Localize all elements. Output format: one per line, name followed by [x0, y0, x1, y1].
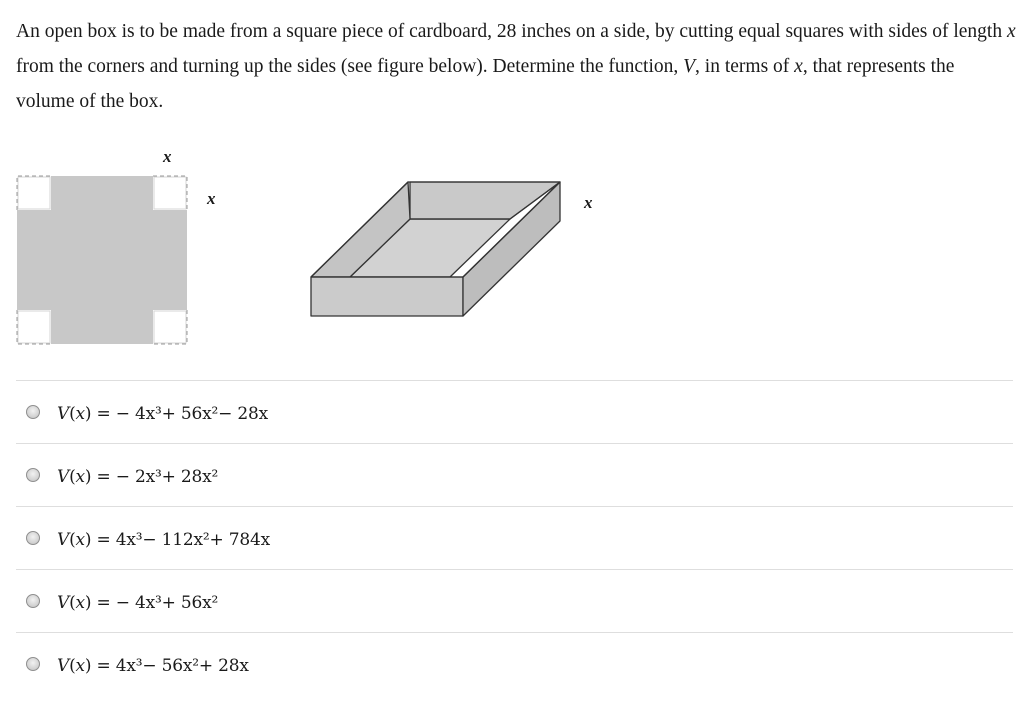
cardboard-net — [17, 176, 187, 344]
open-box — [311, 182, 560, 316]
question-variable-v: V — [683, 56, 696, 77]
formula-rhs: = − 4x³+ 56x² — [91, 593, 219, 613]
question-variable-x: x — [1006, 21, 1016, 42]
question-variable-x: x — [794, 56, 803, 77]
answer-option-4[interactable] — [16, 569, 1013, 632]
answer-formula — [57, 530, 270, 550]
radio-button[interactable] — [26, 594, 40, 608]
question-text-part: , that represents the volume of the box. — [16, 56, 955, 112]
formula-lhs: V(x) — [57, 404, 92, 424]
formula-lhs: V(x) — [57, 530, 92, 550]
cardboard-sheet — [17, 176, 187, 344]
cut-corner-squares — [18, 177, 186, 343]
label-box-x: x — [584, 193, 593, 212]
box-left-wall — [311, 182, 410, 277]
answer-options — [16, 380, 1013, 695]
radio-button[interactable] — [26, 657, 40, 671]
answer-option-5[interactable] — [16, 632, 1013, 695]
cut-corner-outlines — [17, 176, 187, 344]
radio-button[interactable] — [26, 468, 40, 482]
formula-lhs: V(x) — [57, 593, 92, 613]
answer-formula — [57, 593, 218, 613]
formula-lhs: V(x) — [57, 656, 92, 676]
formula-rhs: = 4x³− 56x²+ 28x — [91, 656, 249, 676]
answer-option-1[interactable] — [16, 380, 1013, 443]
box-front-face — [311, 277, 463, 316]
box-right-face — [463, 182, 560, 316]
question-text-part: , in terms of — [695, 56, 795, 77]
answer-formula — [57, 404, 268, 424]
radio-button[interactable] — [26, 405, 40, 419]
formula-lhs: V(x) — [57, 467, 92, 487]
answer-formula — [57, 656, 249, 676]
answer-option-2[interactable] — [16, 443, 1013, 506]
question-text-part: from the corners and turning up the sides (see figure below). Determine the function, — [16, 56, 684, 77]
question-text — [16, 14, 1016, 119]
label-side-x: x — [207, 189, 216, 208]
box-back-wall — [410, 182, 560, 219]
label-top-x: x — [163, 147, 172, 166]
formula-rhs: = 4x³− 112x²+ 784x — [91, 530, 270, 550]
radio-button[interactable] — [26, 531, 40, 545]
answer-formula — [57, 467, 218, 487]
question-text-part: An open box is to be made from a square piece of cardboard, 28 inches on a side, by cutting equal squares with sides of length — [16, 21, 1007, 42]
formula-rhs: = − 2x³+ 28x² — [91, 467, 219, 487]
formula-rhs: = − 4x³+ 56x²− 28x — [91, 404, 269, 424]
box-floor — [350, 219, 510, 277]
answer-option-3[interactable] — [16, 506, 1013, 569]
